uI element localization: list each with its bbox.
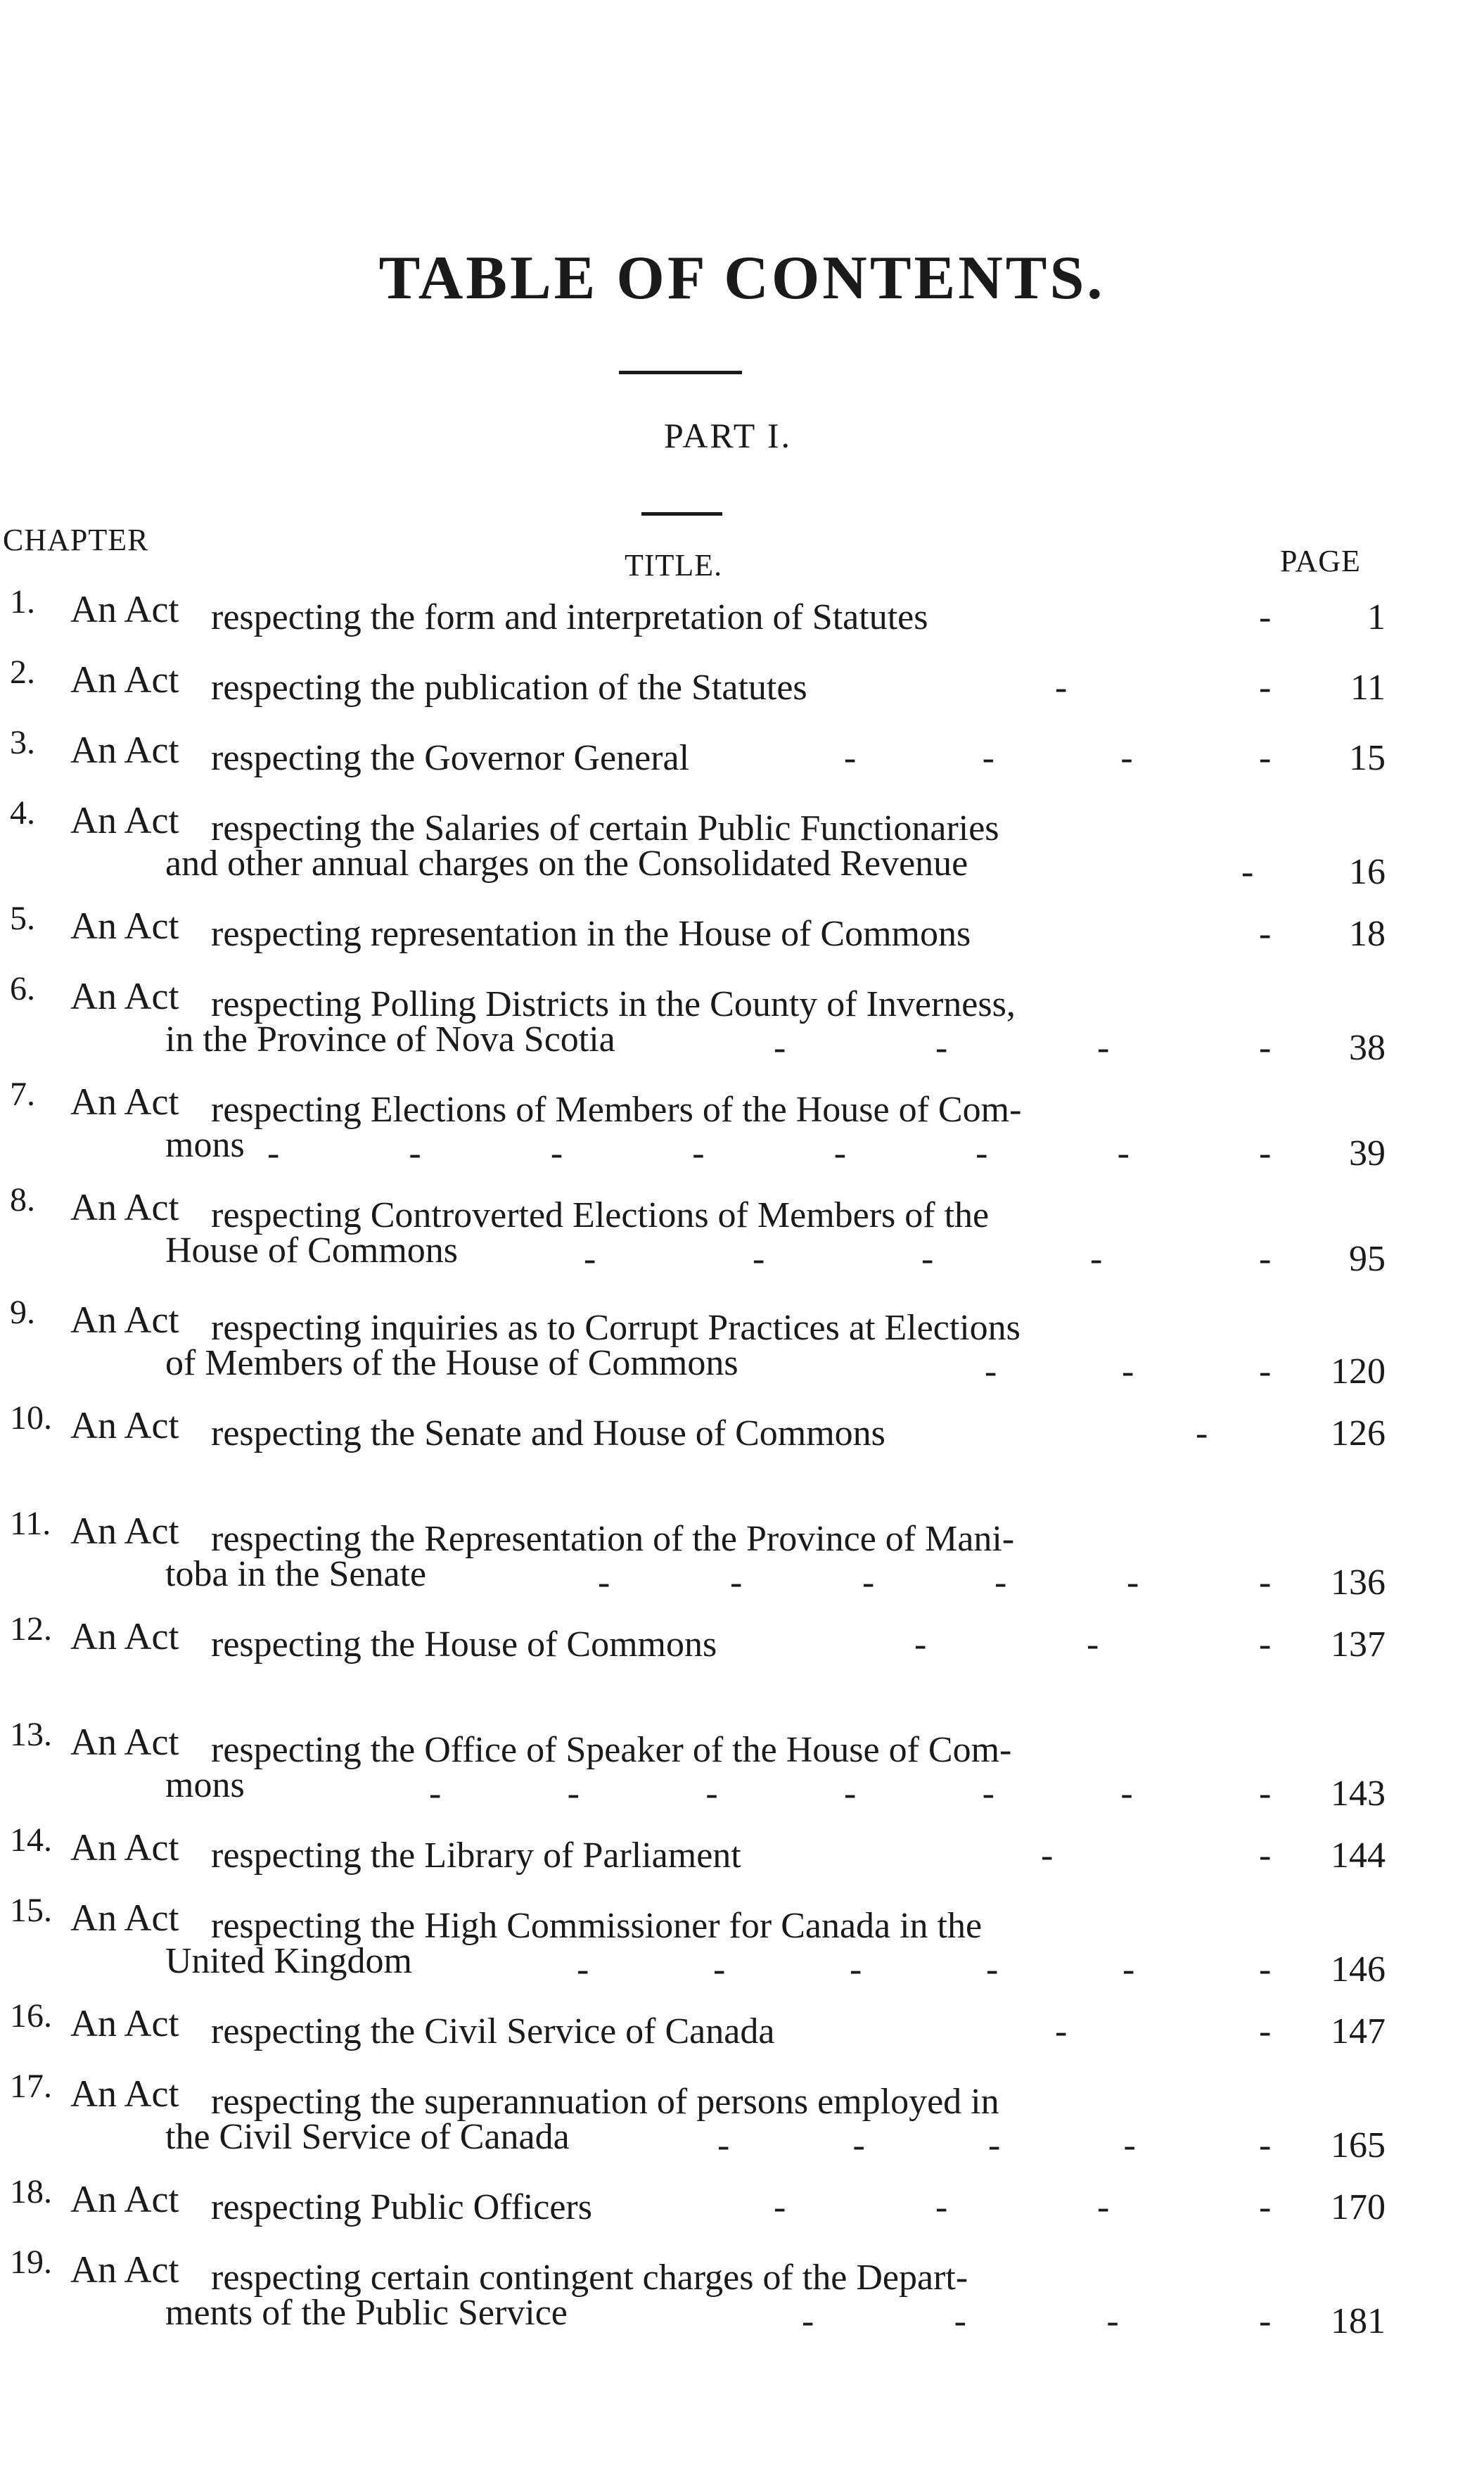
leader-dot: - — [1259, 914, 1272, 954]
page-number: 146 — [1331, 1949, 1386, 1990]
leader-dot: - — [1241, 852, 1254, 892]
page-number: 143 — [1331, 1774, 1386, 1814]
leader-dot: - — [1041, 1835, 1054, 1876]
entry-title-line-1: respecting the House of Commons — [211, 1624, 717, 1665]
leader-dot: - — [1259, 1028, 1272, 1068]
chapter-number: 17. — [10, 2068, 52, 2105]
toc-entry — [0, 794, 1484, 892]
entry-lead: An Act — [70, 1186, 179, 1228]
chapter-number: 13. — [10, 1716, 52, 1753]
leader-dot: - — [409, 1133, 421, 1173]
leader-dot: - — [914, 1624, 927, 1665]
leader-dot: - — [844, 1774, 857, 1814]
toc-entry — [0, 1892, 1484, 1990]
chapter-number: 14. — [10, 1821, 52, 1859]
leader-dot: - — [982, 738, 994, 778]
leader-dot: - — [1259, 1624, 1272, 1665]
page-number: 1 — [1367, 597, 1386, 637]
page-number: 181 — [1331, 2301, 1386, 2341]
leader-dot: - — [1259, 1351, 1272, 1392]
leader-dot: - — [1259, 2125, 1272, 2165]
entry-lead: An Act — [70, 1615, 179, 1657]
leader-dot: - — [985, 1351, 997, 1392]
page-number: 126 — [1331, 1413, 1386, 1453]
leader-dot: - — [1123, 2125, 1136, 2165]
chapter-number: 5. — [10, 900, 35, 937]
toc-entry — [0, 1181, 1484, 1279]
toc-entry — [0, 900, 1484, 954]
leader-dot: - — [1087, 1624, 1099, 1665]
part-heading: PART I. — [664, 416, 792, 455]
entry-title-line-2: toba in the Senate — [165, 1554, 427, 1594]
page-number: 147 — [1331, 2011, 1386, 2051]
page-number: 18 — [1349, 914, 1386, 954]
toc-entry — [0, 1399, 1484, 1453]
leader-dot: - — [713, 1949, 726, 1990]
entry-title-line-1: respecting the Library of Parliament — [211, 1835, 741, 1876]
leader-dot: - — [1259, 597, 1272, 637]
entry-title-line-1: respecting the Office of Speaker of the House of Com- — [211, 1730, 1012, 1770]
page-number: 95 — [1349, 1239, 1386, 1279]
toc-entry — [0, 2244, 1484, 2341]
toc-entry — [0, 1076, 1484, 1173]
entry-title-line-2: House of Commons — [165, 1230, 458, 1271]
chapter-number: 2. — [10, 654, 35, 691]
leader-dot: - — [1055, 668, 1068, 708]
page-number: 136 — [1331, 1563, 1386, 1603]
leader-dot: - — [1097, 1028, 1110, 1068]
leader-dot: - — [921, 1239, 934, 1279]
toc-entry — [0, 1716, 1484, 1814]
leader-dot: - — [1259, 1239, 1272, 1279]
entry-lead: An Act — [70, 729, 179, 771]
entry-lead: An Act — [70, 975, 179, 1017]
column-header-chapter: CHAPTER — [3, 523, 149, 557]
leader-dot: - — [774, 2187, 786, 2227]
toc-entry — [0, 1610, 1484, 1665]
toc-entry — [0, 1505, 1484, 1603]
page-number: 16 — [1349, 852, 1386, 892]
chapter-number: 4. — [10, 794, 35, 832]
entry-lead: An Act — [70, 1826, 179, 1869]
page-number: 38 — [1349, 1028, 1386, 1068]
toc-entry — [0, 970, 1484, 1068]
leader-dot: - — [1259, 2011, 1272, 2051]
leader-dot: - — [1259, 2187, 1272, 2227]
leader-dot: - — [705, 1774, 718, 1814]
toc-entry — [0, 2068, 1484, 2165]
leader-dot: - — [1196, 1413, 1208, 1453]
toc-entry — [0, 583, 1484, 637]
leader-dot: - — [862, 1563, 875, 1603]
leader-dot: - — [935, 1028, 948, 1068]
column-header-page: PAGE — [1280, 544, 1361, 578]
leader-dot: - — [692, 1133, 705, 1173]
page-number: 11 — [1350, 668, 1386, 708]
leader-dot: - — [976, 1133, 988, 1173]
leader-dot: - — [1097, 2187, 1110, 2227]
entry-title-line-1: respecting the form and interpretation of Statutes — [211, 597, 928, 637]
entry-title-line-1: respecting the publication of the Statutes — [211, 668, 807, 708]
leader-dot: - — [753, 1239, 765, 1279]
title-divider — [619, 371, 742, 374]
entry-title-line-1: respecting inquiries as to Corrupt Practices at Elections — [211, 1308, 1021, 1348]
leader-dot: - — [577, 1949, 589, 1990]
chapter-number: 10. — [10, 1399, 52, 1437]
entry-title-line-2: ments of the Public Service — [165, 2293, 568, 2333]
leader-dot: - — [994, 1563, 1007, 1603]
entry-title-line-1: respecting the Governor General — [211, 738, 690, 778]
leader-dot: - — [986, 1949, 999, 1990]
entry-lead: An Act — [70, 1721, 179, 1763]
entry-title-line-1: respecting the Representation of the Province of Mani- — [211, 1519, 1015, 1559]
entry-title-line-1: respecting Controverted Elections of Members of the — [211, 1195, 990, 1235]
leader-dot: - — [935, 2187, 948, 2227]
entry-title-line-2: United Kingdom — [165, 1941, 412, 1981]
entry-lead: An Act — [70, 1510, 179, 1552]
leader-dot: - — [598, 1563, 610, 1603]
part-divider — [641, 512, 722, 516]
leader-dot: - — [717, 2125, 730, 2165]
leader-dot: - — [954, 2301, 966, 2341]
leader-dot: - — [1259, 1133, 1272, 1173]
page-title: TABLE OF CONTENTS. — [378, 244, 1106, 312]
toc-entry — [0, 724, 1484, 778]
leader-dot: - — [1259, 738, 1272, 778]
leader-dot: - — [1259, 668, 1272, 708]
chapter-number: 18. — [10, 2173, 52, 2210]
entry-title-line-2: mons — [165, 1125, 245, 1165]
leader-dot: - — [1055, 2011, 1068, 2051]
entry-lead: An Act — [70, 1897, 179, 1939]
toc-entry — [0, 1821, 1484, 1876]
entry-title-line-1: respecting the Senate and House of Commons — [211, 1413, 885, 1453]
leader-dot: - — [267, 1133, 280, 1173]
chapter-number: 19. — [10, 2244, 52, 2281]
entry-title-line-2: and other annual charges on the Consolidated Revenue — [165, 844, 968, 884]
leader-dot: - — [1259, 1563, 1272, 1603]
leader-dot: - — [774, 1028, 786, 1068]
page-number: 39 — [1349, 1133, 1386, 1173]
chapter-number: 16. — [10, 1997, 52, 2035]
entry-lead: An Act — [70, 2002, 179, 2044]
leader-dot: - — [1117, 1133, 1130, 1173]
entry-lead: An Act — [70, 1404, 179, 1446]
chapter-number: 6. — [10, 970, 35, 1007]
column-header-title: TITLE. — [625, 548, 723, 583]
entry-title-line-1: respecting the Salaries of certain Public Functionaries — [211, 808, 999, 848]
entry-title-line-1: respecting the Civil Service of Canada — [211, 2011, 775, 2051]
entry-title-line-2: in the Province of Nova Scotia — [165, 1019, 615, 1059]
leader-dot: - — [852, 2125, 865, 2165]
entry-title-line-1: respecting the High Commissioner for Canada in the — [211, 1906, 983, 1946]
leader-dot: - — [1259, 1774, 1272, 1814]
page-number: 15 — [1349, 738, 1386, 778]
leader-dot: - — [1259, 1949, 1272, 1990]
leader-dot: - — [1120, 738, 1133, 778]
leader-dot: - — [802, 2301, 814, 2341]
leader-dot: - — [567, 1774, 580, 1814]
leader-dot: - — [982, 1774, 994, 1814]
toc-entry — [0, 1294, 1484, 1392]
leader-dot: - — [1122, 1351, 1134, 1392]
entry-title-line-2: the Civil Service of Canada — [165, 2117, 570, 2157]
entry-lead: An Act — [70, 905, 179, 947]
leader-dot: - — [833, 1133, 847, 1173]
page-number: 170 — [1331, 2187, 1386, 2227]
entry-lead: An Act — [70, 799, 179, 841]
chapter-number: 15. — [10, 1892, 52, 1929]
chapter-number: 11. — [10, 1505, 51, 1542]
chapter-number: 12. — [10, 1610, 52, 1648]
leader-dot: - — [1106, 2301, 1119, 2341]
leader-dot: - — [844, 738, 857, 778]
entry-title-line-2: mons — [165, 1765, 245, 1805]
entry-title-line-1: respecting representation in the House of Commons — [211, 914, 971, 954]
leader-dot: - — [1120, 1774, 1133, 1814]
leader-dot: - — [1090, 1239, 1103, 1279]
page-number: 165 — [1331, 2125, 1386, 2165]
leader-dot: - — [429, 1774, 442, 1814]
leader-dot: - — [850, 1949, 862, 1990]
leader-dot: - — [1122, 1949, 1135, 1990]
entry-title-line-1: respecting Elections of Members of the House of Com- — [211, 1090, 1022, 1130]
entry-lead: An Act — [70, 2248, 179, 2291]
page-number: 144 — [1331, 1835, 1386, 1876]
entry-title-line-1: respecting certain contingent charges of the Depart- — [211, 2258, 968, 2298]
entry-lead: An Act — [70, 588, 179, 630]
leader-dot: - — [584, 1239, 596, 1279]
chapter-number: 7. — [10, 1076, 35, 1113]
toc-entry — [0, 1997, 1484, 2051]
entry-title-line-2: of Members of the House of Commons — [165, 1343, 738, 1383]
page-number: 137 — [1331, 1624, 1386, 1665]
toc-entry — [0, 2173, 1484, 2227]
entry-lead: An Act — [70, 1081, 179, 1123]
leader-dot: - — [1127, 1563, 1139, 1603]
entry-lead: An Act — [70, 2178, 179, 2220]
entry-lead: An Act — [70, 2073, 179, 2115]
toc-entry — [0, 654, 1484, 708]
chapter-number: 1. — [10, 583, 35, 620]
entry-lead: An Act — [70, 1299, 179, 1341]
leader-dot: - — [1259, 1835, 1272, 1876]
leader-dot: - — [988, 2125, 1001, 2165]
leader-dot: - — [1259, 2301, 1272, 2341]
entry-title-line-1: respecting Polling Districts in the County of Inverness, — [211, 984, 1016, 1024]
leader-dot: - — [730, 1563, 743, 1603]
chapter-number: 3. — [10, 724, 35, 761]
entry-title-line-1: respecting the superannuation of persons employed in — [211, 2082, 999, 2122]
leader-dot: - — [550, 1133, 563, 1173]
entry-title-line-1: respecting Public Officers — [211, 2187, 592, 2227]
chapter-number: 8. — [10, 1181, 35, 1218]
chapter-number: 9. — [10, 1294, 35, 1331]
entry-lead: An Act — [70, 658, 179, 701]
page-number: 120 — [1331, 1351, 1386, 1392]
